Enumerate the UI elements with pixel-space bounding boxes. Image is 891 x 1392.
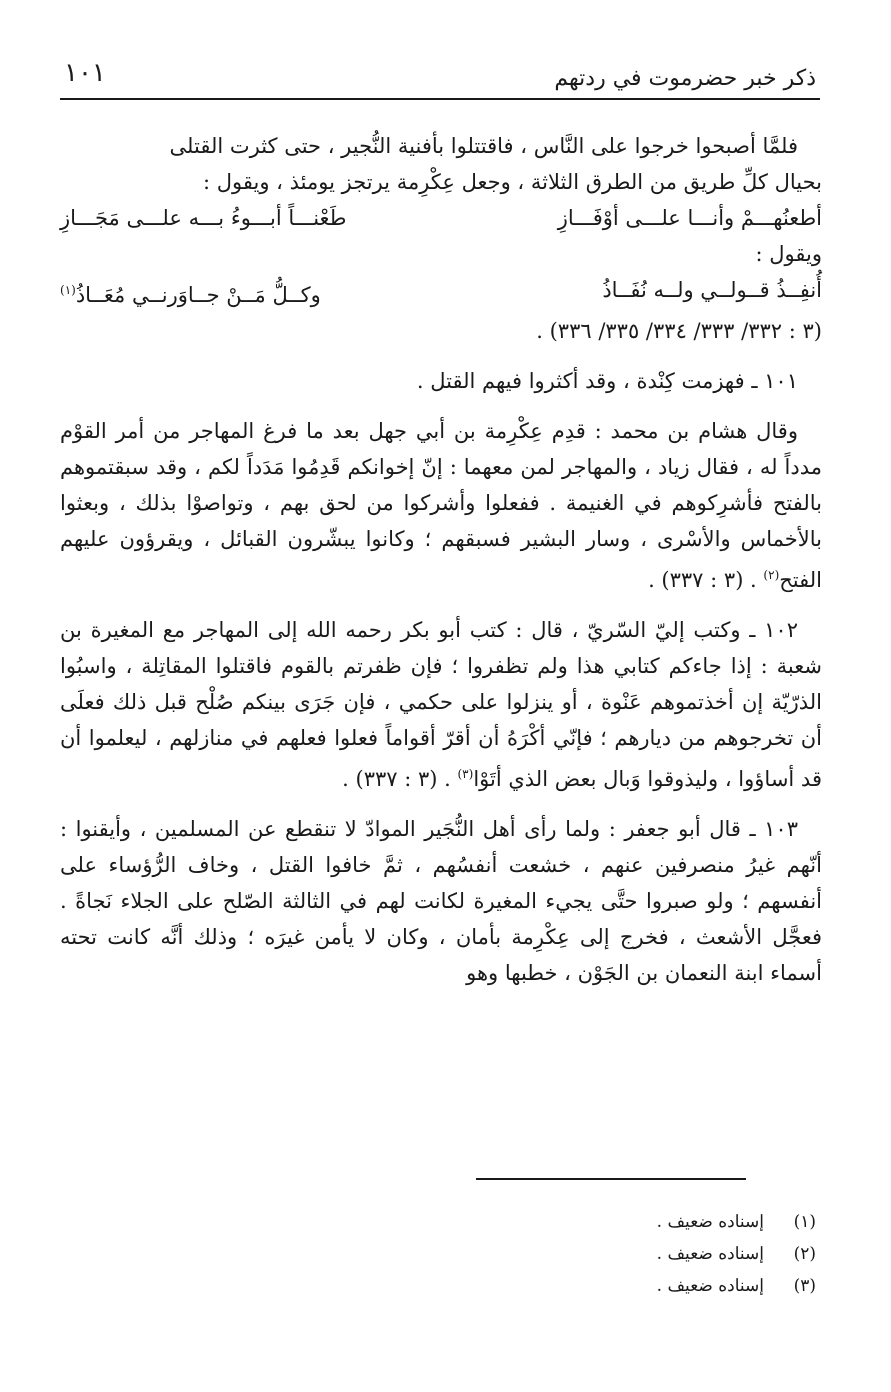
verse-line: [60, 272, 822, 313]
verse-hemistich: أُنفِــذُ قــولــي ولــه نُفَــاذُ: [602, 278, 822, 302]
footnote-marker: (١): [60, 283, 76, 297]
citation: . (٣ : ٣٣٧) .: [648, 568, 757, 592]
citation: . (٣ : ٣٣٧) .: [342, 767, 451, 791]
verse-hemistich-with-note: [60, 272, 321, 313]
footnotes: [657, 1206, 816, 1302]
main-text: [60, 128, 822, 1005]
paragraph-line: فلمَّا أصبحوا خرجوا على النَّاس ، فاقتتلوا بأفنية النُّجير ، حتى كثرت القتلى: [169, 134, 798, 158]
verse-hemistich: طَعْنـــاً أبـــوءُ بـــه علـــى مَجَـــازِ: [60, 206, 347, 230]
footnote-marker: (٢): [763, 568, 780, 582]
citation: (٣ : ٣٣٢/ ٣٣٣/ ٣٣٤/ ٣٣٥/ ٣٣٦) .: [536, 319, 822, 343]
paragraph-103: ١٠٣ ـ قال أبو جعفر : ولما رأى أهل النُّجَير الموادّ لا تنقطع عن المسلمين ، وأيقنوا : أنّهم غيرُ منصرفين عنهم ، خشعت أنفسُهم ، ثمَّ خافوا القتل ، وخاف الرُّؤساء على أنفسهم ؛ ولو صبروا حتَّى يجيء المغيرة لكانت لهم في الثالثة الصّلح على الجلاء نَجاةً . فعجَّل الأشعث ، فخرج إلى عِكْرِمة بأمان ، وكان لا يأمن غيرَه ؛ وذلك أنَّه كانت تحته أسماء ابنة النعمان بن الجَوْن ، خطبها وهو: [60, 817, 823, 985]
footnote-text: إسناده ضعيف .: [656, 1212, 764, 1232]
footnote: [657, 1206, 816, 1238]
footnote: [657, 1238, 816, 1270]
paragraph-102: [60, 612, 822, 797]
footnote-divider: [476, 1178, 746, 1180]
running-title: ذكر خبر حضرموت في ردتهم: [554, 66, 816, 91]
verse-line: [60, 200, 822, 236]
footnote-number: (١): [793, 1212, 816, 1232]
footnote-text: إسناده ضعيف .: [656, 1244, 764, 1264]
footnote: [657, 1270, 816, 1302]
paragraph-hisham: [60, 413, 822, 598]
footnote-number: (٢): [793, 1244, 816, 1264]
footnote-marker: (٣): [457, 767, 474, 781]
paragraph-text: وقال هشام بن محمد : قدِم عِكْرِمة بن أبي جهل بعد ما فرغ المهاجر من أمر القوْم مدداً له ، فقال زياد ، والمهاجر لمن معهما : إنّ إخوانكم قَدِمُوا مَدَداً لكم ، وقد سبقتموهم بالفتح فأشرِكوهم في الغنيمة . ففعلوا وأشركوا من لحق بهم ، وتواصوْا بذلك ، وبعثوا بالأخماس والأسْرى ، وسار البشير فسبقهم ؛ وكانوا يبشّرون القبائل ، ويقرؤون عليهم الفتح: [60, 419, 822, 592]
page-header: [60, 52, 820, 100]
verse-hemistich: وكــلُّ مَــنْ جــاوَرنــي مُعَــاذُ: [75, 283, 321, 307]
paragraph-101: ١٠١ ـ فهزمت كِنْدة ، وقد أكثروا فيهم القتل .: [416, 369, 798, 393]
verse-hemistich: أطعنُهـــمْ وأنـــا علـــى أوْفَـــازِ: [557, 206, 822, 230]
footnote-text: إسناده ضعيف .: [656, 1276, 764, 1296]
footnote-number: (٣): [793, 1276, 816, 1296]
paragraph-text: ١٠٢ ـ وكتب إليّ السّريّ ، قال : كتب أبو بكر رحمه الله إلى المهاجر مع المغيرة بن شعبة : إذا جاءكم كتابي هذا ولم تظفروا ؛ فإن ظفرتم بالقوم فاقتلوا المقاتِلة ، واسبُوا الذرّيّة إن أخذتموهم عَنْوة ، أو ينزلوا على حكمي ، فإن جَرَى بينكم صُلْح قبل ذلك فعلَى أن تخرجوهم من ديارهم ؛ فإنّي أكْرَهُ أن أقرّ أقواماً فعلوا فعلهم في منازلهم ، ليعلموا أن قد أساؤوا ، وليذوقوا وَبال بعض الذي أتَوْا: [60, 618, 822, 791]
verse-label: ويقول :: [755, 242, 822, 266]
page-number: ١٠١: [64, 58, 106, 88]
paragraph-line: بحيال كلِّ طريق من الطرق الثلاثة ، وجعل عِكْرِمة يرتجز يومئذ ، ويقول :: [203, 170, 822, 194]
